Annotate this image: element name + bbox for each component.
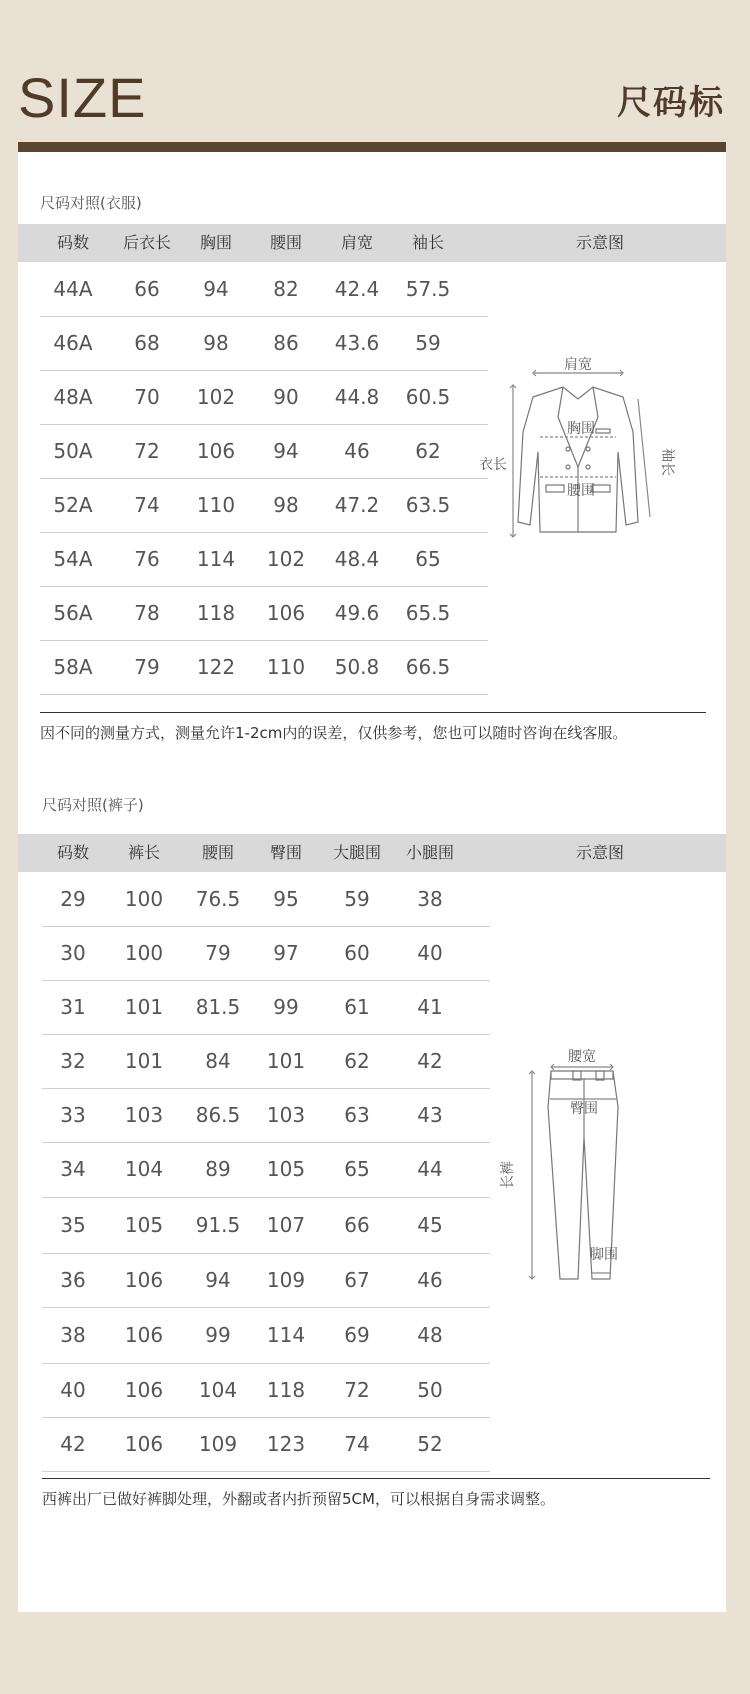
table-cell: 46: [344, 439, 370, 463]
table-cell: 105: [266, 1157, 306, 1181]
table-row: [40, 424, 488, 479]
table-cell: 66.5: [405, 655, 451, 679]
table-cell: 38: [417, 887, 443, 911]
pants-outline-icon: [500, 1047, 638, 1297]
pants-header-cell: 大腿围: [332, 843, 382, 862]
table-cell: 42: [417, 1049, 443, 1073]
jacket-header-cell: 腰围: [269, 233, 303, 252]
jacket-note: 因不同的测量方式，测量允许1-2cm内的误差，仅供参考，您也可以随时咨询在线客服。: [40, 724, 628, 742]
table-cell: 58A: [53, 655, 93, 679]
table-cell: 41: [417, 995, 443, 1019]
pants-table-rule: [42, 1478, 710, 1479]
table-cell: 46: [417, 1268, 443, 1292]
table-row: [42, 1253, 490, 1308]
table-cell: 48.4: [334, 547, 380, 571]
table-cell: 44A: [53, 277, 93, 301]
table-cell: 101: [124, 1049, 164, 1073]
table-cell: 81.5: [195, 995, 241, 1019]
table-cell: 63: [344, 1103, 370, 1127]
jacket-header-cell: 肩宽: [340, 233, 374, 252]
table-cell: 50: [417, 1378, 443, 1402]
size-title-cn: 尺码标: [617, 83, 725, 123]
table-cell: 50.8: [334, 655, 380, 679]
table-cell: 104: [124, 1157, 164, 1181]
table-row: [40, 532, 488, 587]
table-cell: 97: [273, 941, 299, 965]
table-cell: 38: [60, 1323, 86, 1347]
table-cell: 98: [203, 331, 229, 355]
table-cell: 42: [60, 1432, 86, 1456]
table-cell: 101: [124, 995, 164, 1019]
table-cell: 76.5: [195, 887, 241, 911]
table-cell: 66: [134, 277, 160, 301]
pants-header-cell: 小腿围: [405, 843, 455, 862]
table-cell: 91.5: [195, 1213, 241, 1237]
table-cell: 42.4: [334, 277, 380, 301]
table-cell: 62: [344, 1049, 370, 1073]
table-row: [40, 262, 488, 317]
table-cell: 31: [60, 995, 86, 1019]
table-cell: 57.5: [405, 277, 451, 301]
size-chart-card: [18, 152, 726, 1612]
jacket-header-cell: 胸围: [199, 233, 233, 252]
table-cell: 110: [266, 655, 306, 679]
table-row: [42, 980, 490, 1035]
table-cell: 36: [60, 1268, 86, 1292]
table-cell: 59: [344, 887, 370, 911]
table-cell: 45: [417, 1213, 443, 1237]
pants-diagram: [500, 1047, 638, 1297]
jacket-header-cell: 码数: [56, 233, 90, 252]
table-cell: 59: [415, 331, 441, 355]
table-cell: 34: [60, 1157, 86, 1181]
pants-header-cell: 腰围: [201, 843, 235, 862]
pants-header-cell: 码数: [56, 843, 90, 862]
jacket-diagram: [478, 357, 678, 557]
table-cell: 99: [273, 995, 299, 1019]
table-row: [40, 478, 488, 533]
table-row: [42, 1142, 490, 1198]
table-cell: 89: [205, 1157, 231, 1181]
table-cell: 106: [124, 1323, 164, 1347]
table-cell: 109: [266, 1268, 306, 1292]
table-cell: 110: [196, 493, 236, 517]
table-row: [40, 316, 488, 371]
table-cell: 86: [273, 331, 299, 355]
table-cell: 43.6: [334, 331, 380, 355]
table-cell: 102: [266, 547, 306, 571]
table-cell: 103: [124, 1103, 164, 1127]
table-cell: 65: [415, 547, 441, 571]
table-cell: 54A: [53, 547, 93, 571]
pants-note: 西裤出厂已做好裤脚处理，外翻或者内折预留5CM，可以根据自身需求调整。: [42, 1490, 555, 1508]
pants-header-cell: 臀围: [269, 843, 303, 862]
table-cell: 102: [196, 385, 236, 409]
table-cell: 47.2: [334, 493, 380, 517]
table-cell: 63.5: [405, 493, 451, 517]
table-cell: 94: [205, 1268, 231, 1292]
jacket-label-length: 衣长: [479, 457, 507, 473]
table-cell: 61: [344, 995, 370, 1019]
table-row: [40, 640, 488, 695]
jacket-label-sleeve: 袖长: [659, 448, 675, 476]
table-row: [42, 872, 490, 927]
table-cell: 114: [196, 547, 236, 571]
table-cell: 104: [198, 1378, 238, 1402]
table-cell: 100: [124, 887, 164, 911]
table-cell: 66: [344, 1213, 370, 1237]
table-cell: 118: [266, 1378, 306, 1402]
pants-label-waist: 腰宽: [568, 1049, 596, 1065]
table-cell: 44: [417, 1157, 443, 1181]
table-cell: 109: [198, 1432, 238, 1456]
table-cell: 56A: [53, 601, 93, 625]
table-cell: 74: [134, 493, 160, 517]
pants-label-hem: 脚围: [590, 1247, 618, 1263]
table-cell: 95: [273, 887, 299, 911]
table-cell: 40: [417, 941, 443, 965]
table-cell: 68: [134, 331, 160, 355]
table-cell: 50A: [53, 439, 93, 463]
pants-label-length: 长裤: [500, 1161, 516, 1189]
table-cell: 49.6: [334, 601, 380, 625]
table-cell: 60.5: [405, 385, 451, 409]
table-cell: 78: [134, 601, 160, 625]
table-cell: 100: [124, 941, 164, 965]
table-cell: 106: [124, 1378, 164, 1402]
table-cell: 94: [273, 439, 299, 463]
table-cell: 82: [273, 277, 299, 301]
table-cell: 65: [344, 1157, 370, 1181]
table-cell: 86.5: [195, 1103, 241, 1127]
jacket-header-cell: 袖长: [411, 233, 445, 252]
table-cell: 72: [344, 1378, 370, 1402]
table-cell: 65.5: [405, 601, 451, 625]
table-cell: 106: [266, 601, 306, 625]
table-cell: 98: [273, 493, 299, 517]
jacket-label-chest: 胸围: [567, 421, 595, 437]
table-cell: 76: [134, 547, 160, 571]
table-cell: 122: [196, 655, 236, 679]
table-row: [40, 370, 488, 425]
table-cell: 105: [124, 1213, 164, 1237]
table-cell: 67: [344, 1268, 370, 1292]
table-cell: 84: [205, 1049, 231, 1073]
table-cell: 106: [124, 1432, 164, 1456]
table-cell: 29: [60, 887, 86, 911]
jacket-header-cell: 示意图: [575, 233, 625, 252]
pants-section-title: 尺码对照(裤子): [42, 796, 144, 814]
table-cell: 69: [344, 1323, 370, 1347]
table-cell: 43: [417, 1103, 443, 1127]
table-cell: 44.8: [334, 385, 380, 409]
jacket-table-header: [18, 224, 726, 262]
table-row: [42, 1197, 490, 1254]
table-cell: 72: [134, 439, 160, 463]
jacket-label-shoulder: 肩宽: [564, 357, 592, 373]
table-cell: 48A: [53, 385, 93, 409]
header-divider-bar: [18, 142, 726, 152]
table-cell: 99: [205, 1323, 231, 1347]
pants-header-cell: 示意图: [575, 843, 625, 862]
table-row: [42, 1307, 490, 1364]
table-cell: 30: [60, 941, 86, 965]
table-cell: 123: [266, 1432, 306, 1456]
table-row: [40, 586, 488, 641]
table-row: [42, 1363, 490, 1418]
table-cell: 79: [134, 655, 160, 679]
table-cell: 32: [60, 1049, 86, 1073]
table-cell: 46A: [53, 331, 93, 355]
table-cell: 114: [266, 1323, 306, 1347]
table-cell: 106: [196, 439, 236, 463]
page-header: [0, 0, 750, 160]
table-cell: 33: [60, 1103, 86, 1127]
table-cell: 40: [60, 1378, 86, 1402]
table-row: [42, 1088, 490, 1143]
jacket-label-waist: 腰围: [567, 483, 595, 499]
table-cell: 90: [273, 385, 299, 409]
table-cell: 107: [266, 1213, 306, 1237]
pants-label-hip: 臀围: [570, 1101, 598, 1117]
table-row: [42, 926, 490, 981]
table-cell: 35: [60, 1213, 86, 1237]
table-row: [42, 1034, 490, 1089]
table-cell: 70: [134, 385, 160, 409]
table-cell: 106: [124, 1268, 164, 1292]
table-cell: 48: [417, 1323, 443, 1347]
pants-header-cell: 裤长: [127, 843, 161, 862]
jacket-outline-icon: [478, 357, 678, 557]
table-cell: 94: [203, 277, 229, 301]
table-cell: 101: [266, 1049, 306, 1073]
table-cell: 62: [415, 439, 441, 463]
table-cell: 103: [266, 1103, 306, 1127]
jacket-header-cell: 后衣长: [122, 233, 172, 252]
jacket-table-rule: [40, 712, 706, 713]
table-cell: 60: [344, 941, 370, 965]
jacket-section-title: 尺码对照(衣服): [40, 194, 142, 212]
table-row: [42, 1417, 490, 1472]
table-cell: 118: [196, 601, 236, 625]
pants-table-header: [18, 834, 726, 872]
table-cell: 74: [344, 1432, 370, 1456]
table-cell: 79: [205, 941, 231, 965]
table-cell: 52A: [53, 493, 93, 517]
size-title-en: SIZE: [18, 66, 147, 129]
table-cell: 52: [417, 1432, 443, 1456]
